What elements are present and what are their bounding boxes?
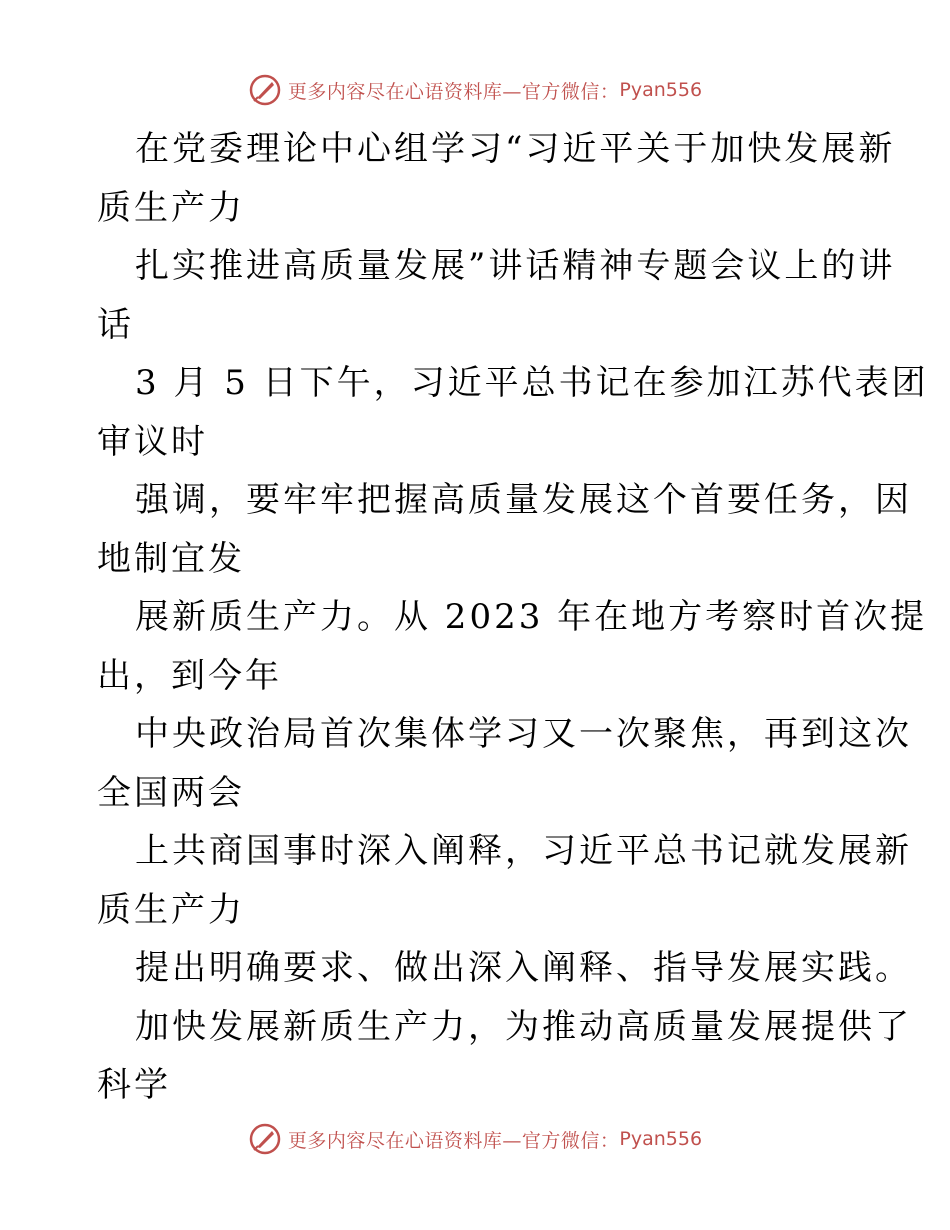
quill-logo-icon [248,73,282,107]
footer-wechat-id: Pyan556 [619,1128,703,1150]
text-line: 质生产力 [97,889,245,930]
text-line: 审议时 [97,421,208,462]
header-banner [0,70,950,110]
text-line: 科学 [97,1065,171,1105]
document-body [97,120,929,1115]
text-line: 地制宜发 [97,538,245,579]
header-brand-text: 更多内容尽在心语资料库—官方微信： [287,80,620,103]
text-line: 中央政治局首次集体学习又一次聚焦，再到这次 [135,714,912,754]
footer-brand-text: 更多内容尽在心语资料库—官方微信： [287,1129,620,1152]
quill-logo-icon [248,1122,282,1156]
header-wechat-id: Pyan556 [619,79,703,101]
text-line: 话 [97,304,134,345]
text-line: 加快发展新质生产力，为推动高质量发展提供了 [135,1006,912,1047]
text-line: 出，到今年 [97,655,282,696]
text-line: 上共商国事时深入阐释，习近平总书记就发展新 [135,831,912,871]
text-line: 3 月 5 日下午，习近平总书记在参加江苏代表团 [135,363,929,403]
text-line: 质生产力 [97,187,245,228]
text-line: 提出明确要求、做出深入阐释、指导发展实践。 [135,948,912,988]
text-line: 全国两会 [97,772,245,813]
text-line: 强调，要牢牢把握高质量发展这个首要任务，因 [135,480,912,520]
text-line: 在党委理论中心组学习“习近平关于加快发展新 [135,129,896,169]
text-line: 展新质生产力。从 2023 年在地方考察时首次提 [135,597,928,637]
text-line: 扎实推进高质量发展”讲话精神专题会议上的讲 [135,246,896,286]
footer-banner [0,1119,950,1159]
